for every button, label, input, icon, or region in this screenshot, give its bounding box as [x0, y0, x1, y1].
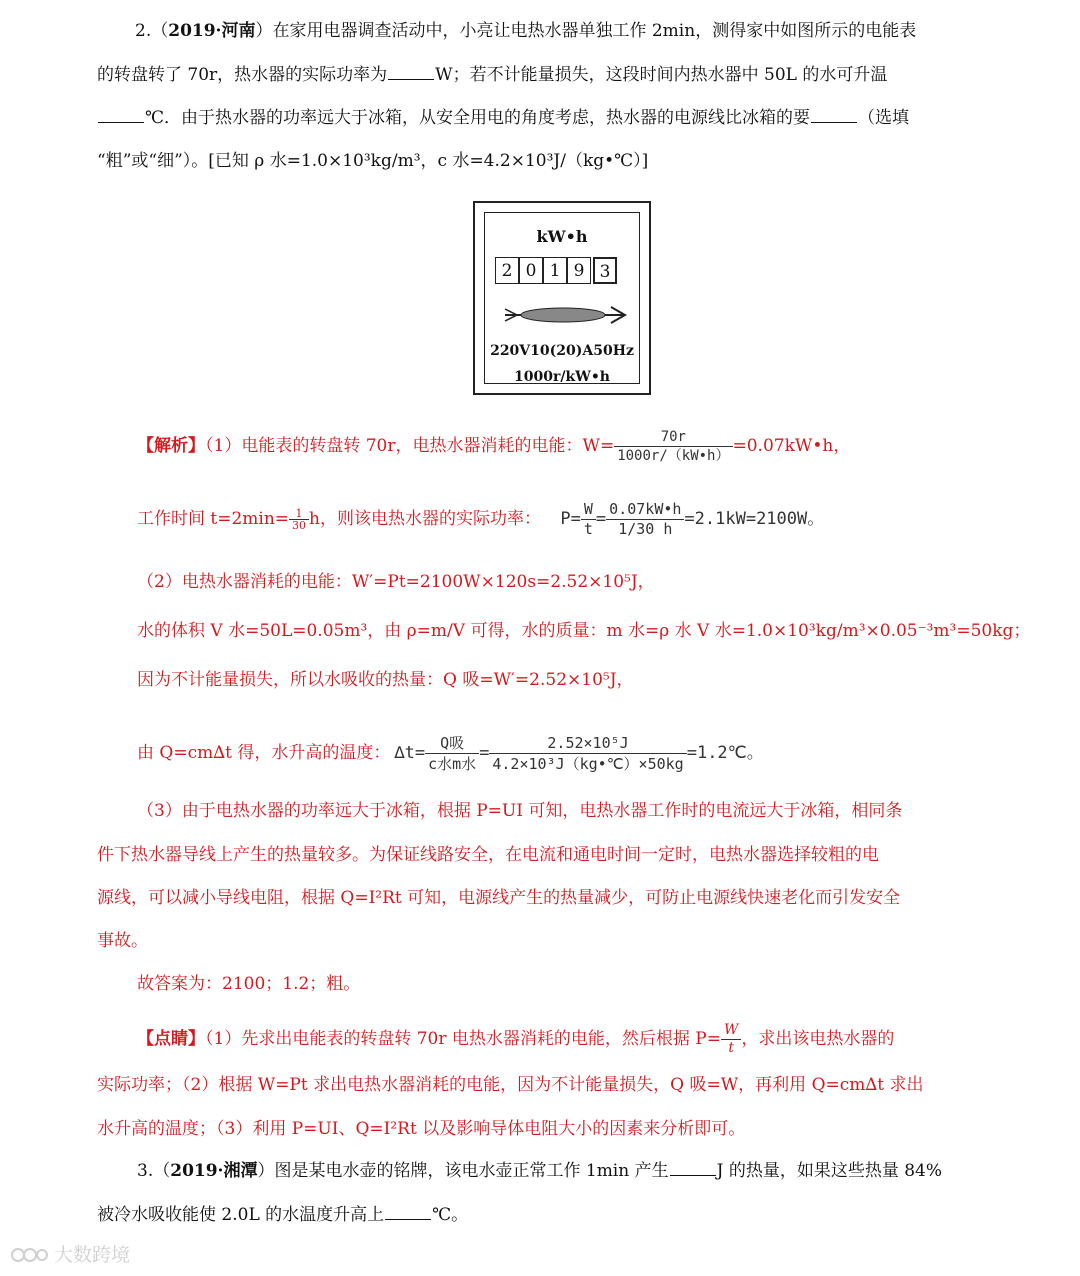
power-formula-fraction: $\frac{W}{t}$: [721, 1022, 741, 1057]
answer-blank-4[interactable]: [670, 1161, 716, 1176]
analysis-line3: （2）电热水器消耗的电能：W′=Pt=2100W×120s=2.52×10⁵J，: [137, 572, 655, 592]
analysis-line4: 水的体积 V 水=50L=0.05m³，由 ρ=m/V 可得，水的质量：m 水=ρ 水 V 水=1.0×10³kg/m³×0.05⁻³m³=50kg；: [137, 621, 1031, 641]
analysis-line2: 工作时间 t=2min= $\frac{1}{30}$ h，则该电热水器的实际功率： P= $\frac{W}{t}$ = $\frac{0.07kW•h}{1/30 h}$ =2.1kW=2100W。: [137, 500, 825, 538]
q2-line4: “粗”或“细”）。[已知 ρ 水=1.0×10³kg/m³，c 水=4.2×10³J/（kg•℃）]: [97, 151, 649, 171]
analysis-line8: 件下热水器导线上产生的热量较多。为保证线路安全，在电流和通电时间一定时，电热水器选择较粗的电: [97, 845, 879, 865]
energy-fraction: $\frac{70r}{1000r/(kW•h)}$: [614, 428, 732, 465]
meter-spec-rating: 220V10(20)A50Hz: [490, 343, 634, 359]
answer-blank-3[interactable]: [811, 108, 857, 123]
q2-source: 2019·河南: [168, 21, 256, 41]
meter-digit-decimal: 3: [593, 257, 617, 284]
analysis-tag: 【解析】: [137, 436, 205, 456]
meter-unit: kW•h: [536, 227, 588, 246]
meter-digit: 1: [543, 257, 567, 284]
meter-spec-constant: 1000r/kW•h: [513, 369, 610, 385]
answer-summary: 故答案为：2100；1.2；粗。: [137, 974, 361, 994]
meter-frame: [484, 212, 640, 384]
analysis-line7: （3）由于电热水器的功率远大于冰箱，根据 P=UI 可知，电热水器工作时的电流远大于冰箱，相同条: [137, 801, 903, 821]
point-line1: 【点睛】（1）先求出电能表的转盘转 70r 电热水器消耗的电能，然后根据 P= $\frac{W}{t}$ ，求出该电热水器的: [137, 1022, 895, 1056]
analysis-line10: 事故。: [97, 931, 148, 951]
meter-digits: [495, 257, 617, 284]
analysis-line6: 由 Q=cm∆t 得，水升高的温度： ∆t= $\frac{\text{Q吸}}{\text{c水m水}}$ = $\frac{\text{2.52×10⁵J}}{\text{4.2×10³J（kg•℃）×50kg}}$ =1.2℃。: [137, 734, 764, 773]
q3-number: 3.（: [137, 1161, 171, 1181]
point-tag: 【点睛】: [137, 1029, 205, 1049]
watermark-logo-icon: [10, 1243, 48, 1265]
answer-blank-5[interactable]: [385, 1205, 431, 1220]
meter-digit: 0: [519, 257, 543, 284]
meter-digit: 2: [495, 257, 519, 284]
q3-line1: 3.（2019·湘潭）图是某电水壶的铭牌，该电水壶正常工作 1min 产生 J 的热量，如果这些热量 84%: [137, 1161, 943, 1181]
q3-line2: 被冷水吸收能使 2.0L 的水温度升高上 ℃。: [97, 1205, 469, 1225]
electric-meter-figure: [473, 201, 651, 395]
analysis-line9: 源线，可以减小导线电阻，根据 Q=I²Rt 可知，电源线产生的热量减少，可防止电源线快速老化而引发安全: [97, 888, 901, 908]
analysis-line5: 因为不计能量损失，所以水吸收的热量：Q 吸=W′=2.52×10⁵J，: [137, 670, 634, 690]
watermark: 大数跨境: [10, 1240, 130, 1267]
q2-number: 2.（: [135, 21, 169, 41]
meter-digit: 9: [567, 257, 591, 284]
q2-line1: 2.（2019·河南）在家用电器调查活动中，小亮让电热水器单独工作 2min，测得家中如图所示的电能表: [97, 20, 987, 42]
temp-fraction-values: $\frac{\text{2.52×10⁵J}}{\text{4.2×10³J（kg•℃）×50kg}}$: [489, 733, 686, 774]
point-line3: 水升高的温度；（3）利用 P=UI、Q=I²Rt 以及影响导体电阻大小的因素来分析即可。: [97, 1119, 746, 1139]
q2-line3: ℃．由于热水器的功率远大于冰箱，从安全用电的角度考虑，热水器的电源线比冰箱的要 （选填: [97, 107, 987, 129]
time-fraction: $\frac{1}{30}$: [289, 508, 309, 531]
answer-blank-2[interactable]: [98, 108, 144, 123]
power-fraction-values: $\frac{0.07kW•h}{1/30 h}$: [606, 500, 684, 539]
q2-line2: 的转盘转了 70r，热水器的实际功率为 W；若不计能量损失，这段时间内热水器中 50L 的水可升温: [97, 65, 888, 85]
rotating-disc-arrow-icon: [503, 301, 631, 329]
analysis-line1: 【解析】（1）电能表的转盘转 70r，电热水器消耗的电能：W= $\frac{70r}{1000r/(kW•h)}$ =0.07kW•h，: [137, 429, 851, 464]
temp-fraction: $\frac{\text{Q吸}}{\text{c水m水}}$: [425, 733, 479, 774]
q3-source: 2019·湘潭: [170, 1161, 258, 1181]
point-line2: 实际功率；（2）根据 W=Pt 求出电热水器消耗的电能，因为不计能量损失，Q 吸=W，再利用 Q=cm∆t 求出: [97, 1075, 924, 1095]
answer-blank-1[interactable]: [388, 65, 434, 80]
power-fraction: $\frac{W}{t}$: [581, 500, 596, 539]
